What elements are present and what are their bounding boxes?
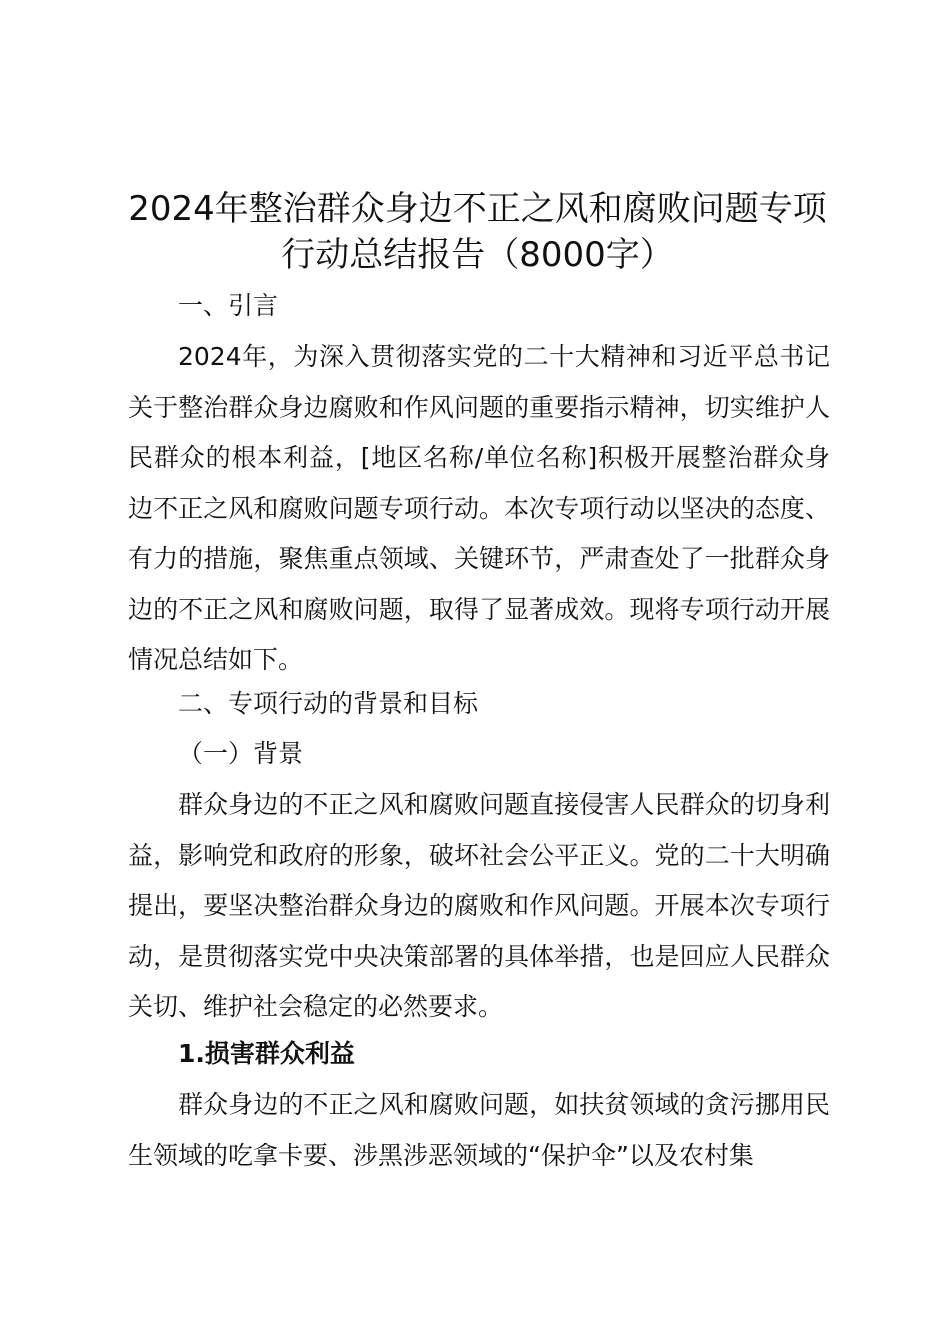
paragraph-intro: 2024年，为深入贯彻落实党的二十大精神和习近平总书记关于整治群众身边腐败和作风问题的重要指示精神，切实维护人民群众的根本利益，[地区名称/单位名称]积极开展整治群众身边不正之风和腐败问题专项行动。本次专项行动以坚决的态度、有力的措施，聚焦重点领域、关键环节，严肃查处了一批群众身边的不正之风和腐败问题，取得了显著成效。现将专项行动开展情况总结如下。 [128,342,830,674]
section-heading-background-goals: 二、专项行动的背景和目标 [178,689,479,718]
paragraph-background: 群众身边的不正之风和腐败问题直接侵害人民群众的切身利益，影响党和政府的形象，破坏社会公平正义。党的二十大明确提出，要坚决整治群众身边的腐败和作风问题。开展本次专项行动，是贯彻落实党中央决策部署的具体举措，也是回应人民群众关切、维护社会稳定的必然要求。 [128,790,830,1021]
item-heading-harm-interests: 1.损害群众利益 [178,1039,355,1068]
section-heading-intro: 一、引言 [178,291,279,320]
subsection-heading-background: （一）背景 [178,739,304,768]
document-title: 2024年整治群众身边不正之风和腐败问题专项行动总结报告（8000字） [128,189,827,275]
paragraph-harm-interests: 群众身边的不正之风和腐败问题，如扶贫领域的贪污挪用民生领域的吃拿卡要、涉黑涉恶领域的“保护伞”以及农村集 [128,1090,830,1170]
